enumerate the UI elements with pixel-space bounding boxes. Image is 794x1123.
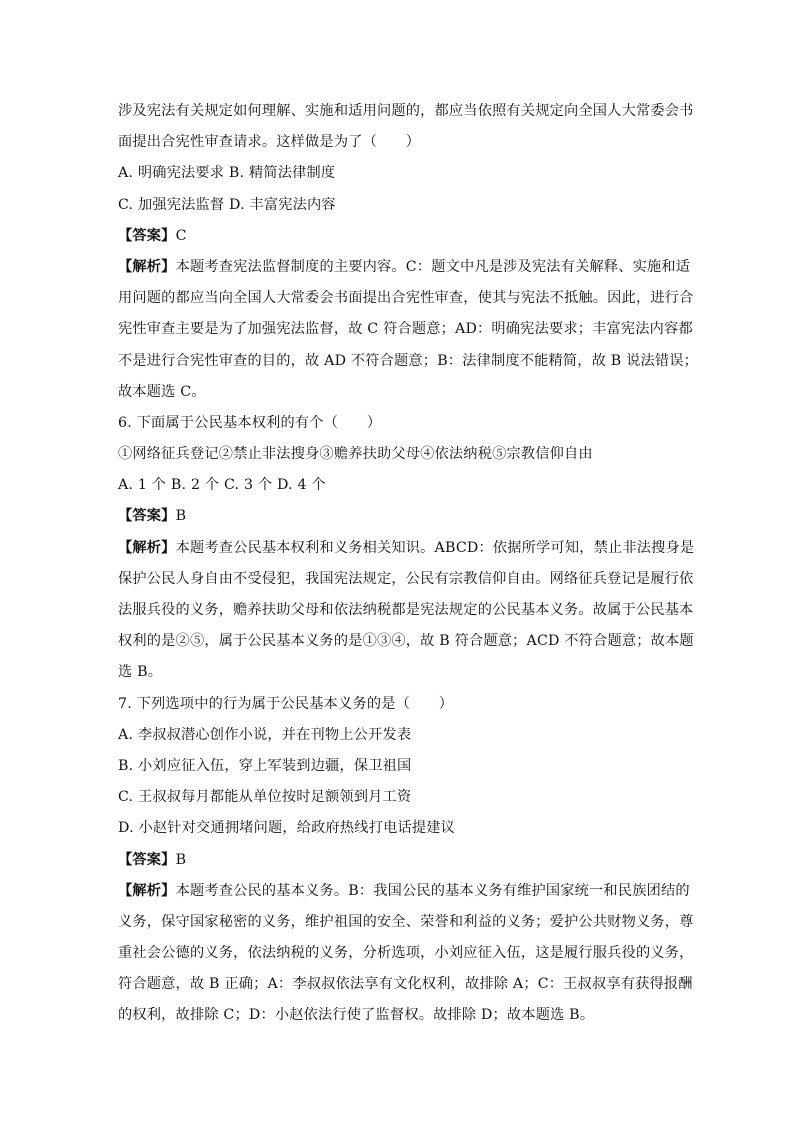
- q7-option-d: D. 小赵针对交通拥堵问题，给政府热线打电话提建议: [118, 820, 456, 837]
- q6-stem: 6. 下面属于公民基本权利的有个（ ）: [118, 414, 382, 431]
- q5-analysis-line-5: 故本题选 C。: [118, 383, 206, 400]
- q6-answer: [118, 501, 683, 532]
- q7-analysis-line-5: 的权利，故排除 C；D：小赵依法行使了监督权。故排除 D；故本题选 B。: [118, 1007, 595, 1024]
- q6-analysis-line-5: 选 B。: [118, 664, 163, 681]
- q7-analysis-line-4: 符合题意，故 B 正确；A：李叔叔依法享有文化权利，故排除 A；C：王叔叔享有获得报酬: [118, 976, 693, 993]
- analysis-label: 【解析】: [118, 539, 176, 556]
- q7-stem: 7. 下列选项中的行为属于公民基本义务的是（ ）: [118, 695, 454, 712]
- q6-analysis-line-3: 法服兵役的义务，赡养扶助父母和依法纳税都是宪法规定的公民基本义务。故属于公民基本: [118, 602, 694, 618]
- analysis-text: 本题考查宪法监督制度的主要内容。C：题文中凡是涉及宪法有关解释、实施和适: [175, 258, 691, 275]
- q6-analysis-line-4: 权利的是②⑤，属于公民基本义务的是①③④，故 B 符合题意；ACD 不符合题意；故本题: [118, 633, 694, 650]
- answer-value: C: [175, 227, 187, 244]
- q5-stem-line-2: 面提出合宪性审查请求。这样做是为了（ ）: [118, 134, 421, 151]
- analysis-label: 【解析】: [118, 882, 176, 899]
- answer-label: 【答案】: [118, 227, 176, 244]
- q7-analysis-line-3: 重社会公德的义务，依法纳税的义务，分析选项，小刘应征入伍，这是履行服兵役的义务，: [118, 945, 694, 962]
- q6-analysis-line-1: [118, 533, 695, 564]
- q7-option-c: C. 王叔叔每月都能从单位按时足额领到月工资: [118, 789, 412, 806]
- answer-value: B: [175, 851, 187, 868]
- q7-option-a: A. 李叔叔潜心创作小说，并在刊物上公开发表: [118, 726, 412, 743]
- q5-option-line-1: A. 明确宪法要求 B. 精简法律制度: [118, 165, 336, 182]
- document-page: [118, 96, 699, 1032]
- q7-option-b: B. 小刘应征入伍，穿上军装到边疆，保卫祖国: [118, 757, 412, 774]
- answer-label: 【答案】: [118, 851, 176, 868]
- q5-option-line-2: C. 加强宪法监督 D. 丰富宪法内容: [118, 196, 336, 213]
- q5-answer: [118, 221, 683, 252]
- q6-items: ①网络征兵登记②禁止非法搜身③赡养扶助父母④依法纳税⑤宗教信仰自由: [118, 446, 593, 463]
- analysis-text: 本题考查公民的基本义务。B：我国公民的基本义务有维护国家统一和民族团结的: [175, 882, 690, 899]
- answer-value: B: [175, 508, 187, 525]
- q5-stem-line-1: 涉及宪法有关规定如何理解、实施和适用问题的，都应当依照有关规定向全国人大常委会书: [118, 103, 694, 119]
- analysis-text: 本题考查公民基本权利和义务相关知识。ABCD：依据所学可知，禁止非法搜身是: [175, 539, 695, 556]
- q5-analysis-line-1: [118, 252, 691, 283]
- q7-analysis-line-2: 义务，保守国家秘密的义务，维护祖国的安全、荣誉和利益的义务；爱护公共财物义务，尊: [118, 913, 694, 930]
- analysis-label: 【解析】: [118, 258, 176, 275]
- q7-answer: [118, 845, 683, 876]
- q5-analysis-line-2: 用问题的都应当向全国人大常委会书面提出合宪性审查，使其与宪法不抵触。因此，进行合: [118, 290, 694, 307]
- q6-options: A. 1 个 B. 2 个 C. 3 个 D. 4 个: [118, 477, 326, 494]
- answer-label: 【答案】: [118, 508, 176, 525]
- q5-analysis-line-3: 宪性审查主要是为了加强宪法监督，故 C 符合题意；AD：明确宪法要求；丰富宪法内容都: [118, 321, 693, 338]
- q6-analysis-line-2: 保护公民人身自由不受侵犯，我国宪法规定，公民有宗教信仰自由。网络征兵登记是履行依: [118, 570, 694, 587]
- q5-analysis-line-4: 不是进行合宪性审查的目的，故 AD 不符合题意；B：法律制度不能精简，故 B 说法错误；: [118, 352, 699, 369]
- q7-analysis-line-1: [118, 876, 690, 907]
